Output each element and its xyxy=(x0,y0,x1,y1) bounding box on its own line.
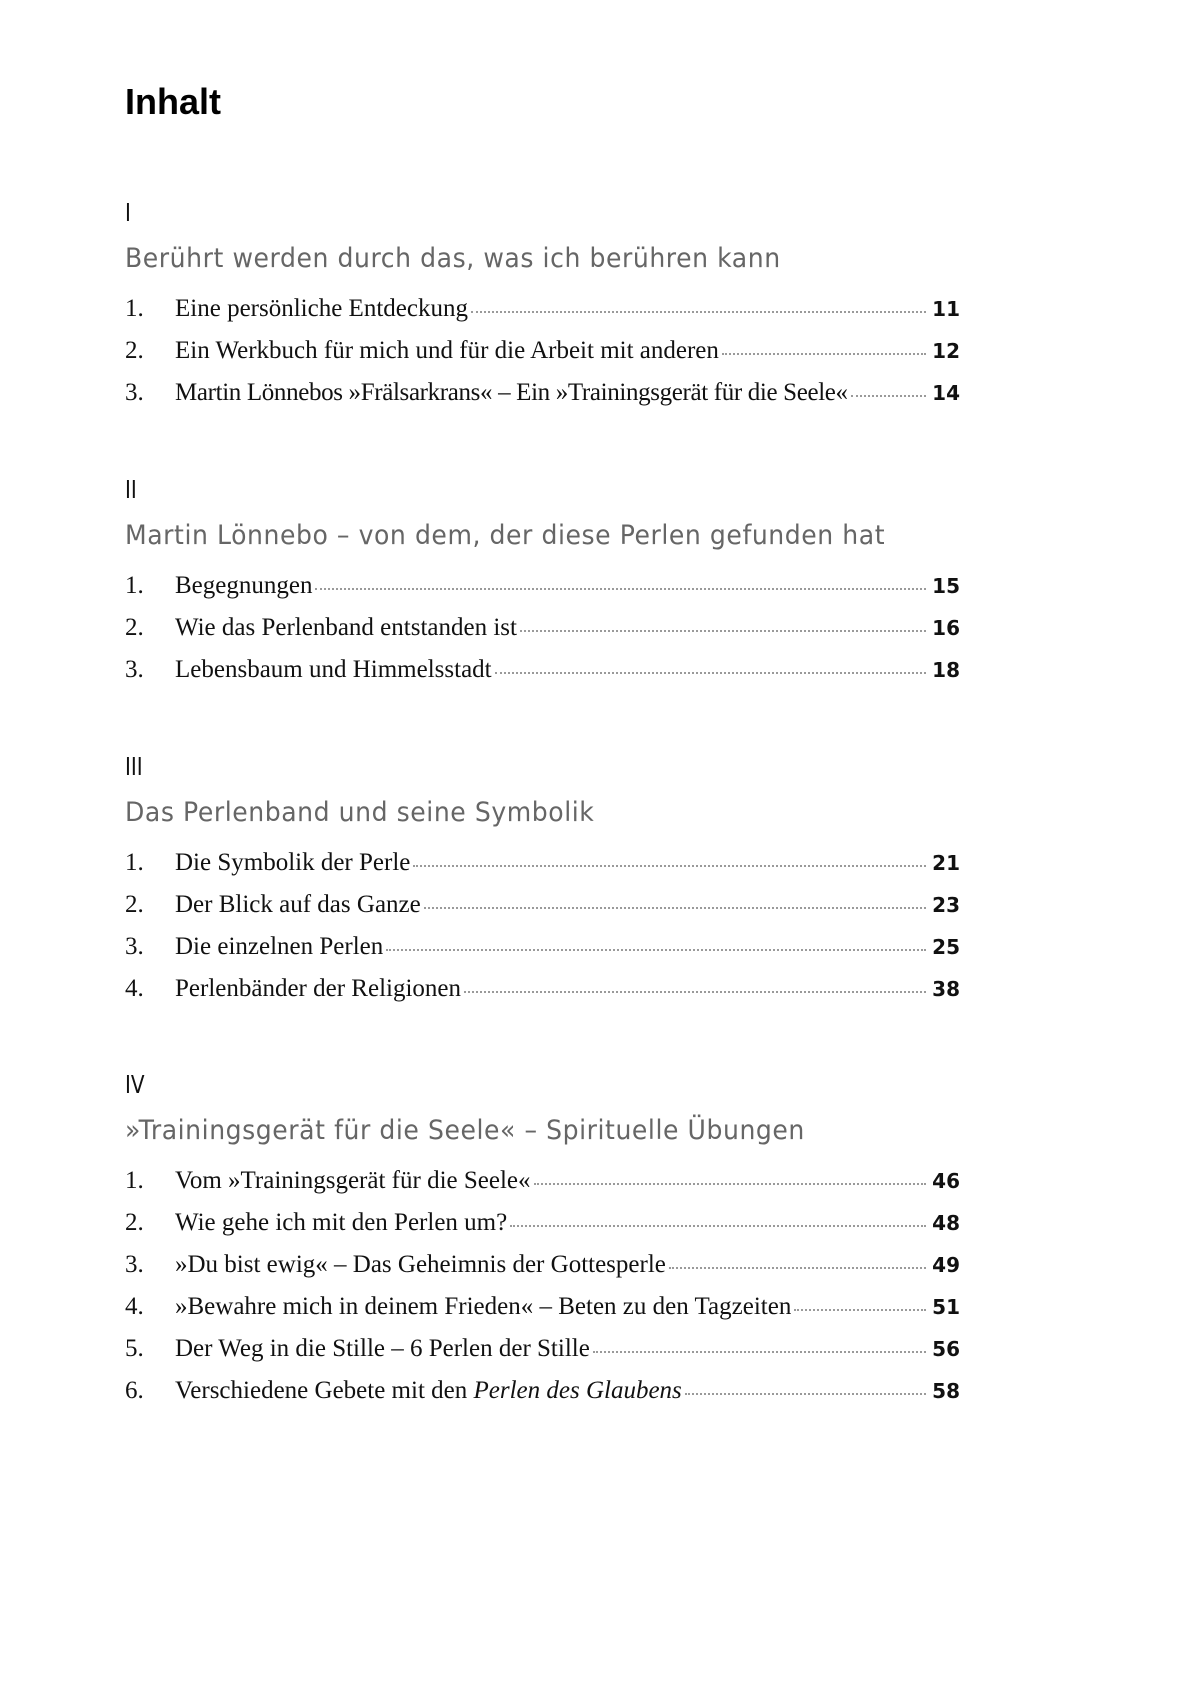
entry-number: 3. xyxy=(125,656,144,683)
page-number: 38 xyxy=(932,977,960,1001)
entry-title: Ein Werkbuch für mich und für die Arbeit mit anderen xyxy=(175,337,719,364)
toc-entry[interactable] xyxy=(125,1286,960,1328)
entry-title: »Du bist ewig« – Das Geheimnis der Gottesperle xyxy=(175,1251,666,1278)
dot-leader xyxy=(424,907,926,909)
toc-entry[interactable] xyxy=(125,372,960,414)
dot-leader xyxy=(464,991,926,993)
entry-title-plain: Verschiedene Gebete mit den xyxy=(175,1377,474,1404)
toc-entry[interactable] xyxy=(125,330,960,372)
entry-title: Eine persönliche Entdeckung xyxy=(175,295,468,322)
entry-list xyxy=(125,565,960,691)
entry-number: 1. xyxy=(125,572,144,599)
entry-title: Perlenbänder der Religionen xyxy=(175,975,462,1002)
dot-leader xyxy=(534,1183,926,1185)
toc-entry[interactable] xyxy=(125,1370,960,1412)
entry-title: Wie gehe ich mit den Perlen um? xyxy=(175,1209,508,1236)
entry-number: 2. xyxy=(125,1209,144,1236)
toc-entry[interactable] xyxy=(125,565,960,607)
section-numeral: III xyxy=(125,752,143,781)
entry-title: »Bewahre mich in deinem Frieden« – Beten zu den Tagzeiten xyxy=(175,1293,792,1320)
dot-leader xyxy=(794,1309,926,1311)
entry-number: 3. xyxy=(125,1251,144,1278)
entry-title-italic: Perlen des Glaubens xyxy=(473,1377,682,1404)
toc-entry[interactable] xyxy=(125,288,960,330)
dot-leader xyxy=(495,672,926,674)
toc-section-3 xyxy=(125,752,960,1010)
section-title: Martin Lönnebo – von dem, der diese Perlen gefunden hat xyxy=(125,520,886,551)
entry-list xyxy=(125,842,960,1010)
toc-entry[interactable] xyxy=(125,968,960,1010)
entry-title: Der Blick auf das Ganze xyxy=(175,891,421,918)
entry-title: Lebensbaum und Himmelsstadt xyxy=(175,656,492,683)
page-number: 56 xyxy=(932,1337,960,1361)
entry-number: 3. xyxy=(125,379,144,406)
dot-leader xyxy=(510,1225,926,1227)
dot-leader xyxy=(722,353,926,355)
dot-leader xyxy=(593,1351,926,1353)
page-number: 18 xyxy=(932,658,960,682)
toc-entry[interactable] xyxy=(125,842,960,884)
entry-title: Wie das Perlenband entstanden ist xyxy=(175,614,517,641)
toc-entry[interactable] xyxy=(125,884,960,926)
entry-number: 1. xyxy=(125,295,144,322)
entry-title: Begegnungen xyxy=(175,572,313,599)
toc-entry[interactable] xyxy=(125,1160,960,1202)
page-number: 14 xyxy=(932,381,960,405)
entry-number: 4. xyxy=(125,1293,144,1320)
dot-leader xyxy=(315,588,926,590)
section-title: Das Perlenband und seine Symbolik xyxy=(125,797,595,828)
section-numeral: IV xyxy=(125,1070,145,1099)
entry-title xyxy=(175,1370,682,1412)
entry-number: 1. xyxy=(125,1167,144,1194)
page-number: 48 xyxy=(932,1211,960,1235)
entry-list xyxy=(125,1160,960,1412)
dot-leader xyxy=(520,630,926,632)
section-numeral: II xyxy=(125,475,137,504)
page-number: 51 xyxy=(932,1295,960,1319)
dot-leader xyxy=(669,1267,926,1269)
page-number: 11 xyxy=(932,297,960,321)
entry-number: 3. xyxy=(125,933,144,960)
entry-title: Martin Lönnebos »Frälsarkrans« – Ein »Trainingsgerät für die Seele« xyxy=(175,379,848,406)
dot-leader xyxy=(685,1393,926,1395)
page-number: 23 xyxy=(932,893,960,917)
entry-number: 4. xyxy=(125,975,144,1002)
toc-entry[interactable] xyxy=(125,649,960,691)
section-title: »Trainingsgerät für die Seele« – Spirituelle Übungen xyxy=(125,1115,805,1146)
toc-section-2 xyxy=(125,475,960,691)
dot-leader xyxy=(386,949,926,951)
page-number: 49 xyxy=(932,1253,960,1277)
entry-number: 2. xyxy=(125,337,144,364)
page-number: 15 xyxy=(932,574,960,598)
toc-section-1 xyxy=(125,198,960,414)
entry-title: Die Symbolik der Perle xyxy=(175,849,411,876)
entry-number: 2. xyxy=(125,891,144,918)
page-number: 21 xyxy=(932,851,960,875)
toc-entry[interactable] xyxy=(125,607,960,649)
entry-number: 5. xyxy=(125,1335,144,1362)
entry-number: 2. xyxy=(125,614,144,641)
section-numeral: I xyxy=(125,198,131,227)
entry-title: Die einzelnen Perlen xyxy=(175,933,384,960)
toc-entry[interactable] xyxy=(125,1244,960,1286)
page-number: 25 xyxy=(932,935,960,959)
toc-entry[interactable] xyxy=(125,1202,960,1244)
page-number: 12 xyxy=(932,339,960,363)
toc-entry[interactable] xyxy=(125,926,960,968)
entry-number: 6. xyxy=(125,1377,144,1404)
page-number: 46 xyxy=(932,1169,960,1193)
toc-section-4 xyxy=(125,1070,960,1412)
entry-title: Der Weg in die Stille – 6 Perlen der Stille xyxy=(175,1335,590,1362)
entry-list xyxy=(125,288,960,414)
dot-leader xyxy=(471,311,926,313)
toc-entry[interactable] xyxy=(125,1328,960,1370)
page-number: 16 xyxy=(932,616,960,640)
section-title: Berührt werden durch das, was ich berühren kann xyxy=(125,243,781,274)
entry-title: Vom »Trainingsgerät für die Seele« xyxy=(175,1167,531,1194)
dot-leader xyxy=(413,865,926,867)
page-number: 58 xyxy=(932,1379,960,1403)
entry-number: 1. xyxy=(125,849,144,876)
page-title: Inhalt xyxy=(125,81,221,122)
dot-leader xyxy=(851,395,926,397)
